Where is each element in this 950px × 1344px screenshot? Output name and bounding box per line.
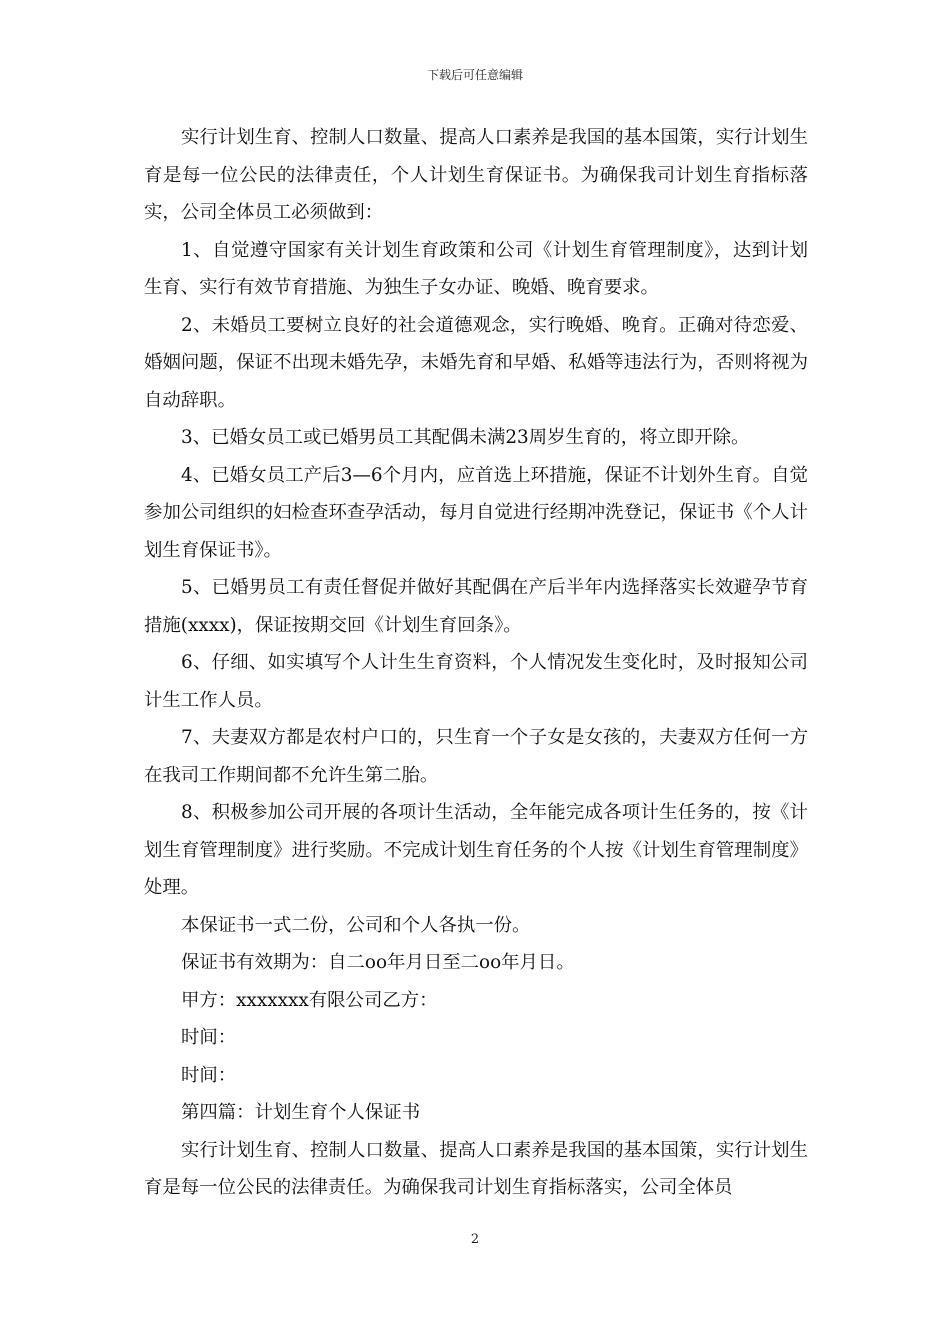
- section-heading: 第四篇：计划生育个人保证书: [181, 1102, 421, 1123]
- closing-paragraph: 实行计划生育、控制人口数量、提高人口素养是我国的基本国策，实行计划生育是每一位公民的法律责任。为确保我司计划生育指标落实，公司全体员: [144, 1139, 808, 1198]
- clause-4-paragraph: 4、已婚女员工产后3—6个月内，应首选上环措施，保证不计划外生育。自觉参加公司组织的妇检查环查孕活动，每月自觉进行经期冲洗登记，保证书《个人计划生育保证书》。: [144, 464, 808, 561]
- clause-1-paragraph: 1、自觉遵守国家有关计划生育政策和公司《计划生育管理制度》，达到计划生育、实行有效节育措施、为独生子女办证、晚婚、晚育要求。: [144, 239, 808, 298]
- clause-3-paragraph: 3、已婚女员工或已婚男员工其配偶未满23周岁生育的，将立即开除。: [181, 427, 750, 448]
- clause-7-paragraph: 7、夫妻双方都是农村户口的，只生育一个子女是女孩的，夫妻双方任何一方在我司工作期间都不允许生第二胎。: [144, 727, 808, 786]
- time-line-party-b: 时间：: [181, 1064, 237, 1086]
- validity-period: 保证书有效期为：自二oo年月日至二oo年月日。: [181, 952, 575, 973]
- clause-6-paragraph: 6、仔细、如实填写个人计生生育资料，个人情况发生变化时，及时报知公司计生工作人员。: [144, 652, 808, 711]
- clause-8-paragraph: 8、积极参加公司开展的各项计生活动，全年能完成各项计生任务的，按《计划生育管理制度》进行奖励。不完成计划生育任务的个人按《计划生育管理制度》处理。: [144, 802, 808, 898]
- clause-2-paragraph: 2、未婚员工要树立良好的社会道德观念，实行晚婚、晚育。正确对待恋爱、婚姻问题，保证不出现未婚先孕，未婚先育和早婚、私婚等违法行为，否则将视为自动辞职。: [144, 314, 808, 411]
- parties-line: 甲方：xxxxxxx有限公司乙方：: [181, 989, 438, 1011]
- time-line-party-a: 时间：: [181, 1027, 237, 1048]
- page-number: 2: [470, 1232, 480, 1247]
- intro-paragraph: 实行计划生育、控制人口数量、提高人口素养是我国的基本国策，实行计划生育是每一位公民的法律责任，个人计划生育保证书。为确保我司计划生育指标落实，公司全体员工必须做到：: [144, 127, 808, 223]
- page-header: 下载后可任意编辑: [426, 68, 523, 82]
- document-body: [144, 119, 808, 1207]
- copies-statement: 本保证书一式二份，公司和个人各执一份。: [181, 914, 531, 936]
- clause-5-paragraph: 5、已婚男员工有责任督促并做好其配偶在产后半年内选择落实长效避孕节育措施(xxxx)，保证按期交回《计划生育回条》。: [144, 577, 808, 636]
